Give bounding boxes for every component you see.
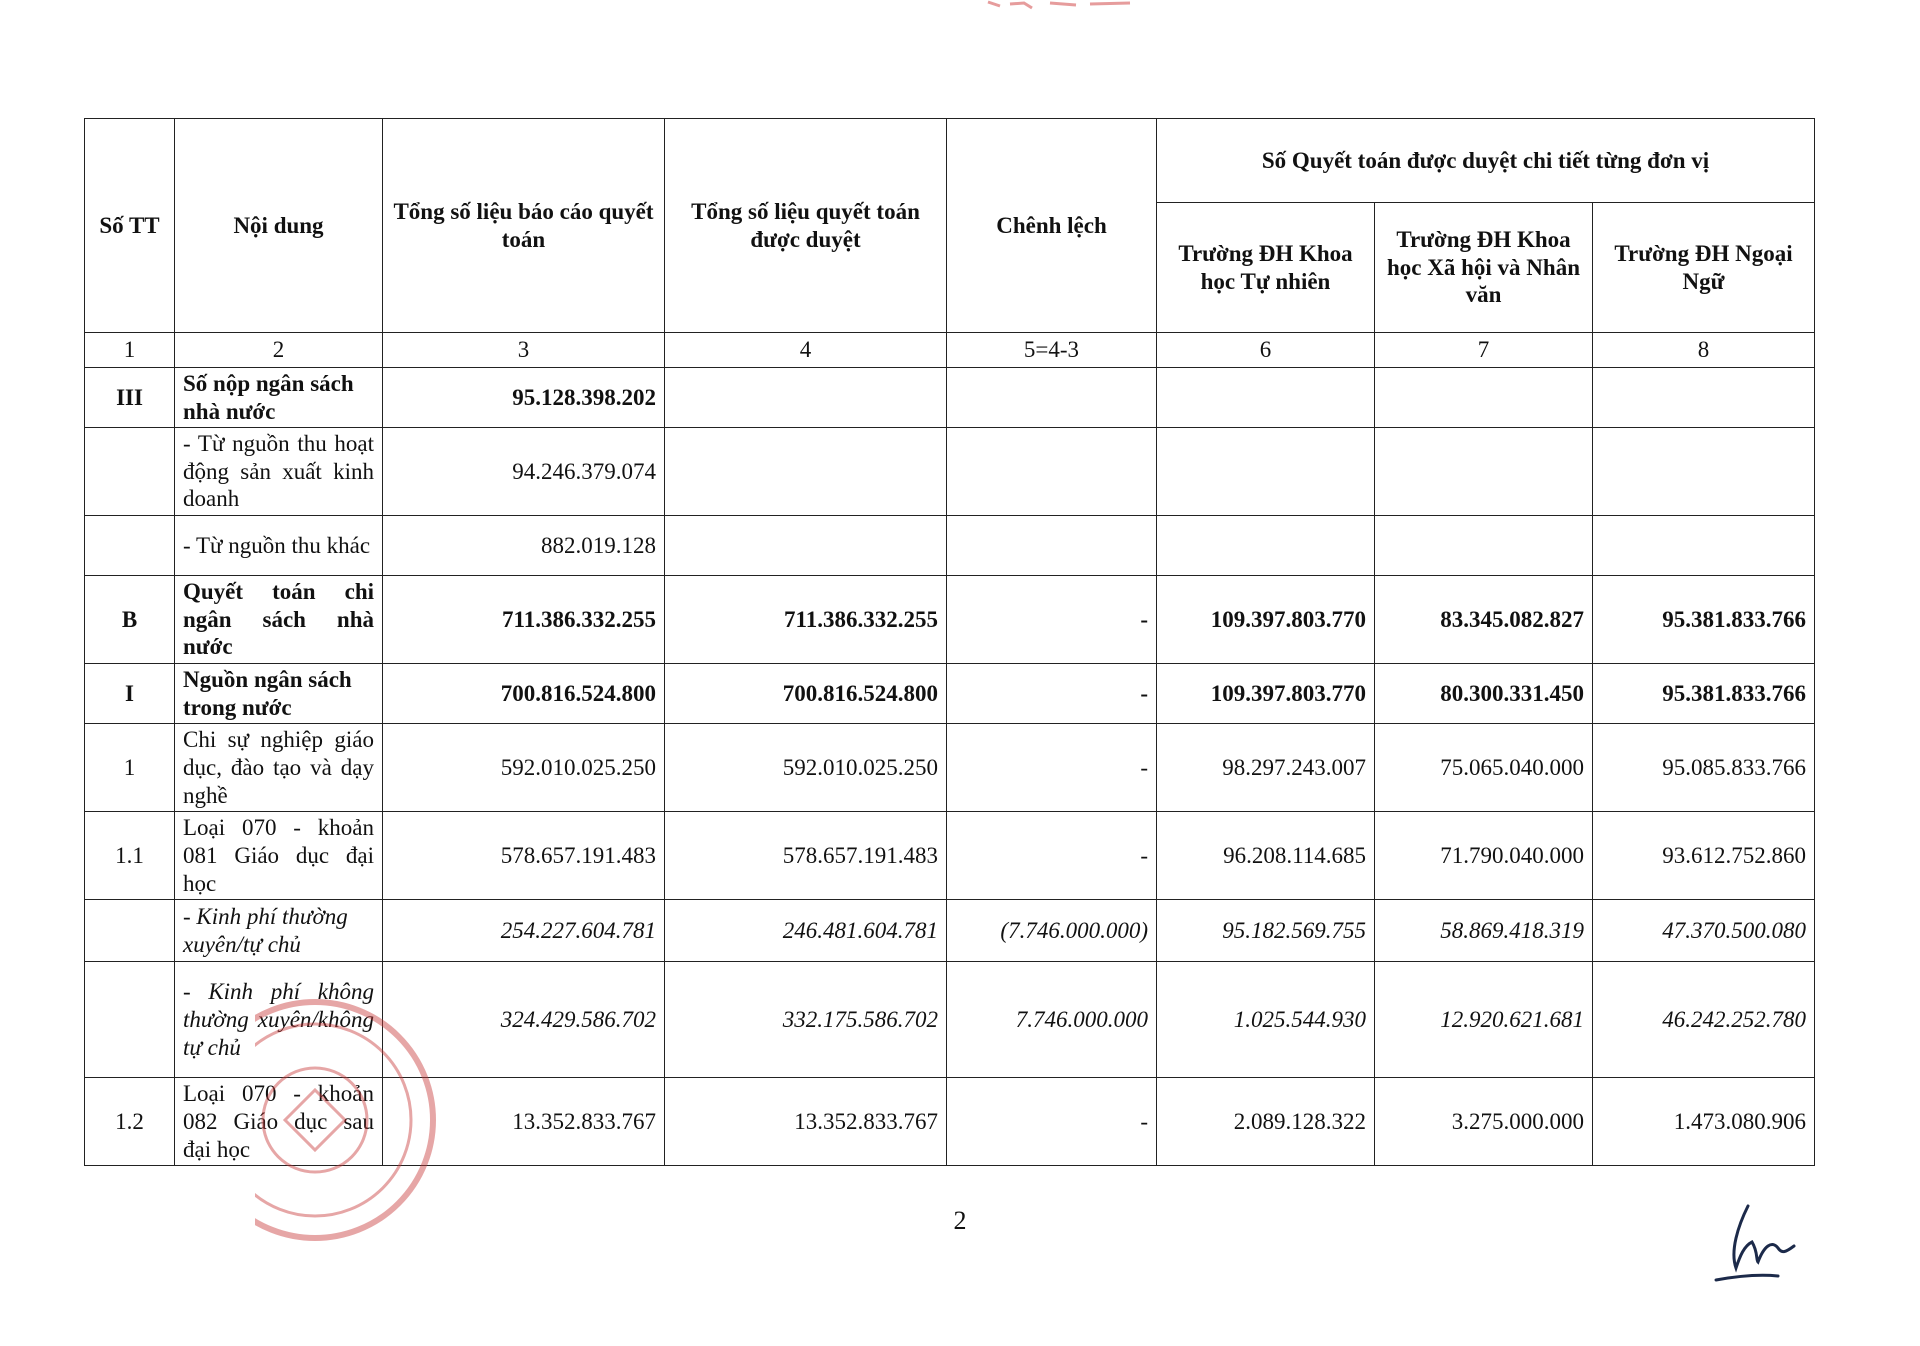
- row-c7: 3.275.000.000: [1375, 1078, 1593, 1166]
- header-unit-3: Trường ĐH Ngoại Ngữ: [1593, 203, 1815, 333]
- row-stt: B: [85, 576, 175, 664]
- row-content: Loại 070 - khoản 081 Giáo dục đại học: [175, 812, 383, 900]
- column-number: 4: [665, 333, 947, 368]
- row-c4: 13.352.833.767: [665, 1078, 947, 1166]
- row-stt: III: [85, 368, 175, 428]
- row-c6: 98.297.243.007: [1157, 724, 1375, 812]
- table-row: [85, 368, 1815, 428]
- column-number: 3: [383, 333, 665, 368]
- top-stamp-fragment: [980, 0, 1160, 19]
- row-c5: -: [947, 576, 1157, 664]
- row-stt: [85, 962, 175, 1078]
- row-content: - Từ nguồn thu hoạt động sản xuất kinh doanh: [175, 428, 383, 516]
- row-c5: [947, 516, 1157, 576]
- row-c5: [947, 428, 1157, 516]
- row-c5: -: [947, 724, 1157, 812]
- row-c8: 1.473.080.906: [1593, 1078, 1815, 1166]
- row-c3: 882.019.128: [383, 516, 665, 576]
- row-stt: [85, 900, 175, 962]
- column-number: 8: [1593, 333, 1815, 368]
- row-c3: 711.386.332.255: [383, 576, 665, 664]
- row-c6: [1157, 516, 1375, 576]
- signature-initials: [1708, 1196, 1828, 1291]
- row-c4: 711.386.332.255: [665, 576, 947, 664]
- row-c4: 332.175.586.702: [665, 962, 947, 1078]
- row-c5: -: [947, 812, 1157, 900]
- row-content: Loại 070 - khoản 082 Giáo dục sau đại học: [175, 1078, 383, 1166]
- row-stt: [85, 428, 175, 516]
- row-content: Chi sự nghiệp giáo dục, đào tạo và dạy nghề: [175, 724, 383, 812]
- row-content: Số nộp ngân sách nhà nước: [175, 368, 383, 428]
- row-content: Quyết toán chi ngân sách nhà nước: [175, 576, 383, 664]
- row-c4: [665, 516, 947, 576]
- row-content: Nguồn ngân sách trong nước: [175, 664, 383, 724]
- row-c8: 93.612.752.860: [1593, 812, 1815, 900]
- row-c7: 83.345.082.827: [1375, 576, 1593, 664]
- row-c6: 96.208.114.685: [1157, 812, 1375, 900]
- row-c7: 75.065.040.000: [1375, 724, 1593, 812]
- row-c6: 109.397.803.770: [1157, 664, 1375, 724]
- column-number: 7: [1375, 333, 1593, 368]
- row-content: - Từ nguồn thu khác: [175, 516, 383, 576]
- row-c7: [1375, 428, 1593, 516]
- row-c4: 700.816.524.800: [665, 664, 947, 724]
- header-row-1: [85, 119, 1815, 203]
- row-c8: 47.370.500.080: [1593, 900, 1815, 962]
- row-c7: [1375, 368, 1593, 428]
- row-c8: [1593, 516, 1815, 576]
- row-stt: 1.1: [85, 812, 175, 900]
- row-c5: 7.746.000.000: [947, 962, 1157, 1078]
- table-row: [85, 576, 1815, 664]
- row-c5: -: [947, 1078, 1157, 1166]
- column-number: 5=4-3: [947, 333, 1157, 368]
- row-c8: 95.381.833.766: [1593, 664, 1815, 724]
- row-c3: 254.227.604.781: [383, 900, 665, 962]
- row-c4: [665, 368, 947, 428]
- table-row: [85, 428, 1815, 516]
- row-c6: 109.397.803.770: [1157, 576, 1375, 664]
- row-c6: [1157, 428, 1375, 516]
- table-row: [85, 900, 1815, 962]
- row-stt: 1: [85, 724, 175, 812]
- row-c6: 2.089.128.322: [1157, 1078, 1375, 1166]
- row-c6: 95.182.569.755: [1157, 900, 1375, 962]
- header-unit-1: Trường ĐH Khoa học Tự nhiên: [1157, 203, 1375, 333]
- row-c4: 578.657.191.483: [665, 812, 947, 900]
- row-stt: I: [85, 664, 175, 724]
- row-c3: 592.010.025.250: [383, 724, 665, 812]
- row-c7: [1375, 516, 1593, 576]
- row-c3: 700.816.524.800: [383, 664, 665, 724]
- header-chenh-lech: Chênh lệch: [947, 119, 1157, 333]
- row-c7: 80.300.331.450: [1375, 664, 1593, 724]
- column-number: 2: [175, 333, 383, 368]
- table-row: [85, 664, 1815, 724]
- row-c8: 95.381.833.766: [1593, 576, 1815, 664]
- column-number-row: [85, 333, 1815, 368]
- row-c3: 13.352.833.767: [383, 1078, 665, 1166]
- row-c8: 95.085.833.766: [1593, 724, 1815, 812]
- table-row: [85, 724, 1815, 812]
- header-noi-dung: Nội dung: [175, 119, 383, 333]
- row-c7: 12.920.621.681: [1375, 962, 1593, 1078]
- row-c7: 58.869.418.319: [1375, 900, 1593, 962]
- row-c8: [1593, 368, 1815, 428]
- row-content: - Kinh phí thường xuyên/tự chủ: [175, 900, 383, 962]
- column-number: 6: [1157, 333, 1375, 368]
- page-number: 2: [953, 1206, 967, 1235]
- row-c7: 71.790.040.000: [1375, 812, 1593, 900]
- header-tong-duyet: Tổng số liệu quyết toán được duyệt: [665, 119, 947, 333]
- row-c5: [947, 368, 1157, 428]
- row-content: - Kinh phí không thường xuyên/không tự chủ: [175, 962, 383, 1078]
- row-c4: [665, 428, 947, 516]
- row-c4: 246.481.604.781: [665, 900, 947, 962]
- row-stt: 1.2: [85, 1078, 175, 1166]
- row-c8: 46.242.252.780: [1593, 962, 1815, 1078]
- header-tong-bao-cao: Tổng số liệu báo cáo quyết toán: [383, 119, 665, 333]
- header-stt: Số TT: [85, 119, 175, 333]
- table-row: [85, 516, 1815, 576]
- row-c6: 1.025.544.930: [1157, 962, 1375, 1078]
- row-c6: [1157, 368, 1375, 428]
- row-c3: 95.128.398.202: [383, 368, 665, 428]
- column-number: 1: [85, 333, 175, 368]
- table-row: [85, 812, 1815, 900]
- header-unit-2: Trường ĐH Khoa học Xã hội và Nhân văn: [1375, 203, 1593, 333]
- row-c3: 578.657.191.483: [383, 812, 665, 900]
- row-c3: 324.429.586.702: [383, 962, 665, 1078]
- row-c8: [1593, 428, 1815, 516]
- row-c4: 592.010.025.250: [665, 724, 947, 812]
- row-c5: -: [947, 664, 1157, 724]
- row-stt: [85, 516, 175, 576]
- header-group-title: Số Quyết toán được duyệt chi tiết từng đơn vị: [1157, 119, 1815, 203]
- row-c5: (7.746.000.000): [947, 900, 1157, 962]
- row-c3: 94.246.379.074: [383, 428, 665, 516]
